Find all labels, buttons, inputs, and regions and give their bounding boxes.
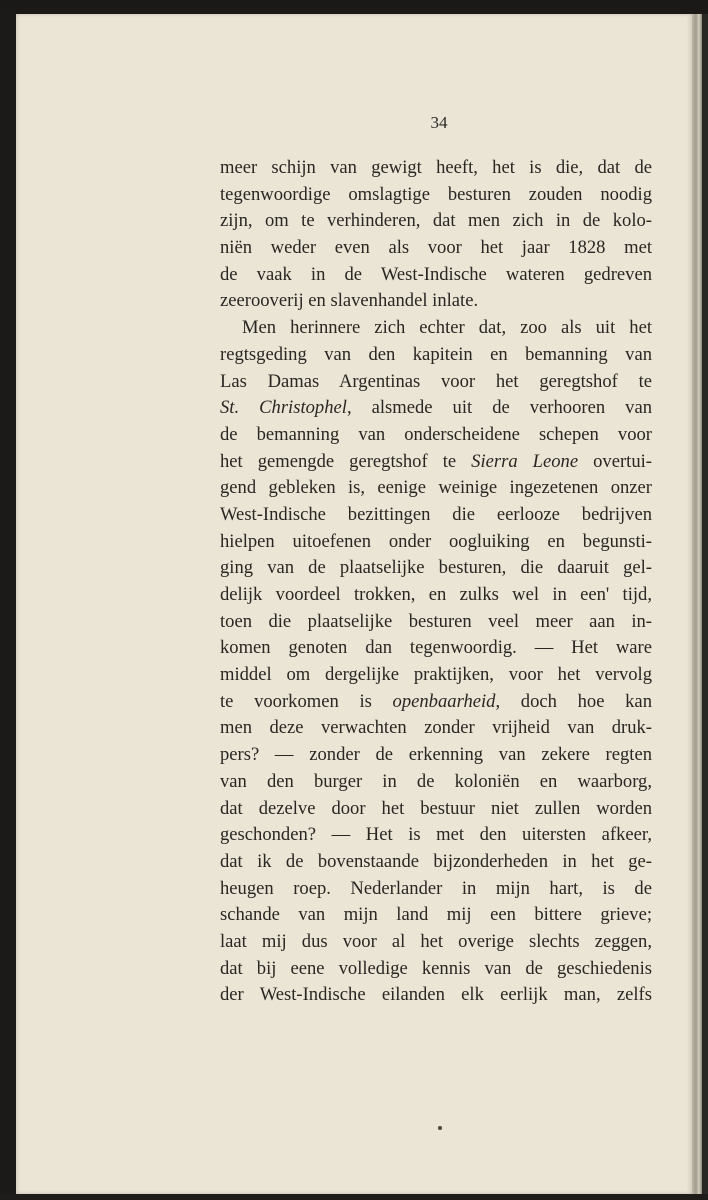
text-line: toen die plaatselijke besturen veel meer aan in-: [220, 610, 652, 632]
line-text-segment: het gemengde geregtshof te: [220, 450, 472, 472]
bottom-scan-border: [0, 1194, 708, 1200]
text-line: West-Indische bezittingen die eerlooze bedrijven: [220, 503, 652, 525]
text-line: [220, 689, 652, 716]
text-line: gend gebleken is, eenige weinige ingezetenen onzer: [220, 477, 652, 499]
place-name-italic: St. Christophel: [220, 397, 347, 419]
text-line: van den burger in de koloniën en waarborg,: [220, 770, 652, 792]
text-line: niën weder even als voor het jaar 1828 met: [220, 237, 652, 259]
text-line: zijn, om te verhinderen, dat men zich in de kolo-: [220, 210, 652, 232]
page-number: 34: [430, 113, 448, 132]
text-line: geschonden? — Het is met den uitersten afkeer,: [220, 824, 652, 846]
text-line: laat mij dus voor al het overige slechts zeggen,: [220, 930, 652, 952]
text-line: men deze verwachten zonder vrijheid van druk-: [220, 717, 652, 739]
body-text: [220, 155, 652, 1009]
text-line: schande van mijn land mij een bittere grieve;: [220, 904, 652, 926]
text-line: komen genoten dan tegenwoordig. — Het ware: [220, 637, 652, 659]
line-text-segment: overtui-: [578, 450, 652, 472]
text-line: Las Damas Argentinas voor het geregtshof te: [220, 370, 652, 392]
text-line: der West-Indische eilanden elk eerlijk man, zelfs: [220, 984, 652, 1006]
text-line: [220, 395, 652, 422]
text-line: delijk voordeel trokken, en zulks wel in een' tijd,: [220, 584, 652, 605]
place-name-italic: Sierra Leone: [471, 450, 579, 472]
ink-speck: [438, 1126, 442, 1130]
text-line: ging van de plaatselijke besturen, die daaruit gel-: [220, 557, 652, 579]
text-line: hielpen uitoefenen onder oogluiking en begunsti-: [220, 530, 652, 552]
line-text-segment: , doch hoe kan: [495, 690, 652, 712]
paragraph-start-line: Men herinnere zich echter dat, zoo als uit het: [242, 317, 652, 339]
text-line: [220, 449, 652, 476]
scan-border-right: [702, 14, 708, 1194]
text-line: tegenwoordige omslagtige besturen zouden noodig: [220, 183, 652, 205]
line-text-segment: te voorkomen is: [220, 690, 393, 712]
text-line: de bemanning van onderscheidene schepen voor: [220, 423, 652, 445]
text-line: meer schijn van gewigt heeft, het is die, dat de: [220, 157, 652, 178]
text-line: heugen roep. Nederlander in mijn hart, is de: [220, 877, 652, 899]
text-line: regtsgeding van den kapitein en bemanning van: [220, 343, 652, 365]
top-scan-border: [0, 0, 708, 14]
text-line: de vaak in de West-Indische wateren gedreven: [220, 263, 652, 285]
text-line: dat bij eene volledige kennis van de geschiedenis: [220, 957, 652, 979]
text-line: middel om dergelijke praktijken, voor het vervolg: [220, 664, 652, 686]
text-line: dat ik de bovenstaande bijzonderheden in het ge-: [220, 850, 652, 872]
page-edge: [692, 14, 702, 1194]
emphasis-italic: openbaarheid: [392, 690, 496, 712]
line-text-segment: , alsmede uit de verhooren van: [346, 397, 652, 419]
text-line: zeerooverij en slavenhandel inlate.: [220, 290, 479, 312]
text-line: pers? — zonder de erkenning van zekere regten: [220, 744, 652, 766]
text-line: dat dezelve door het bestuur niet zullen worden: [220, 797, 652, 819]
